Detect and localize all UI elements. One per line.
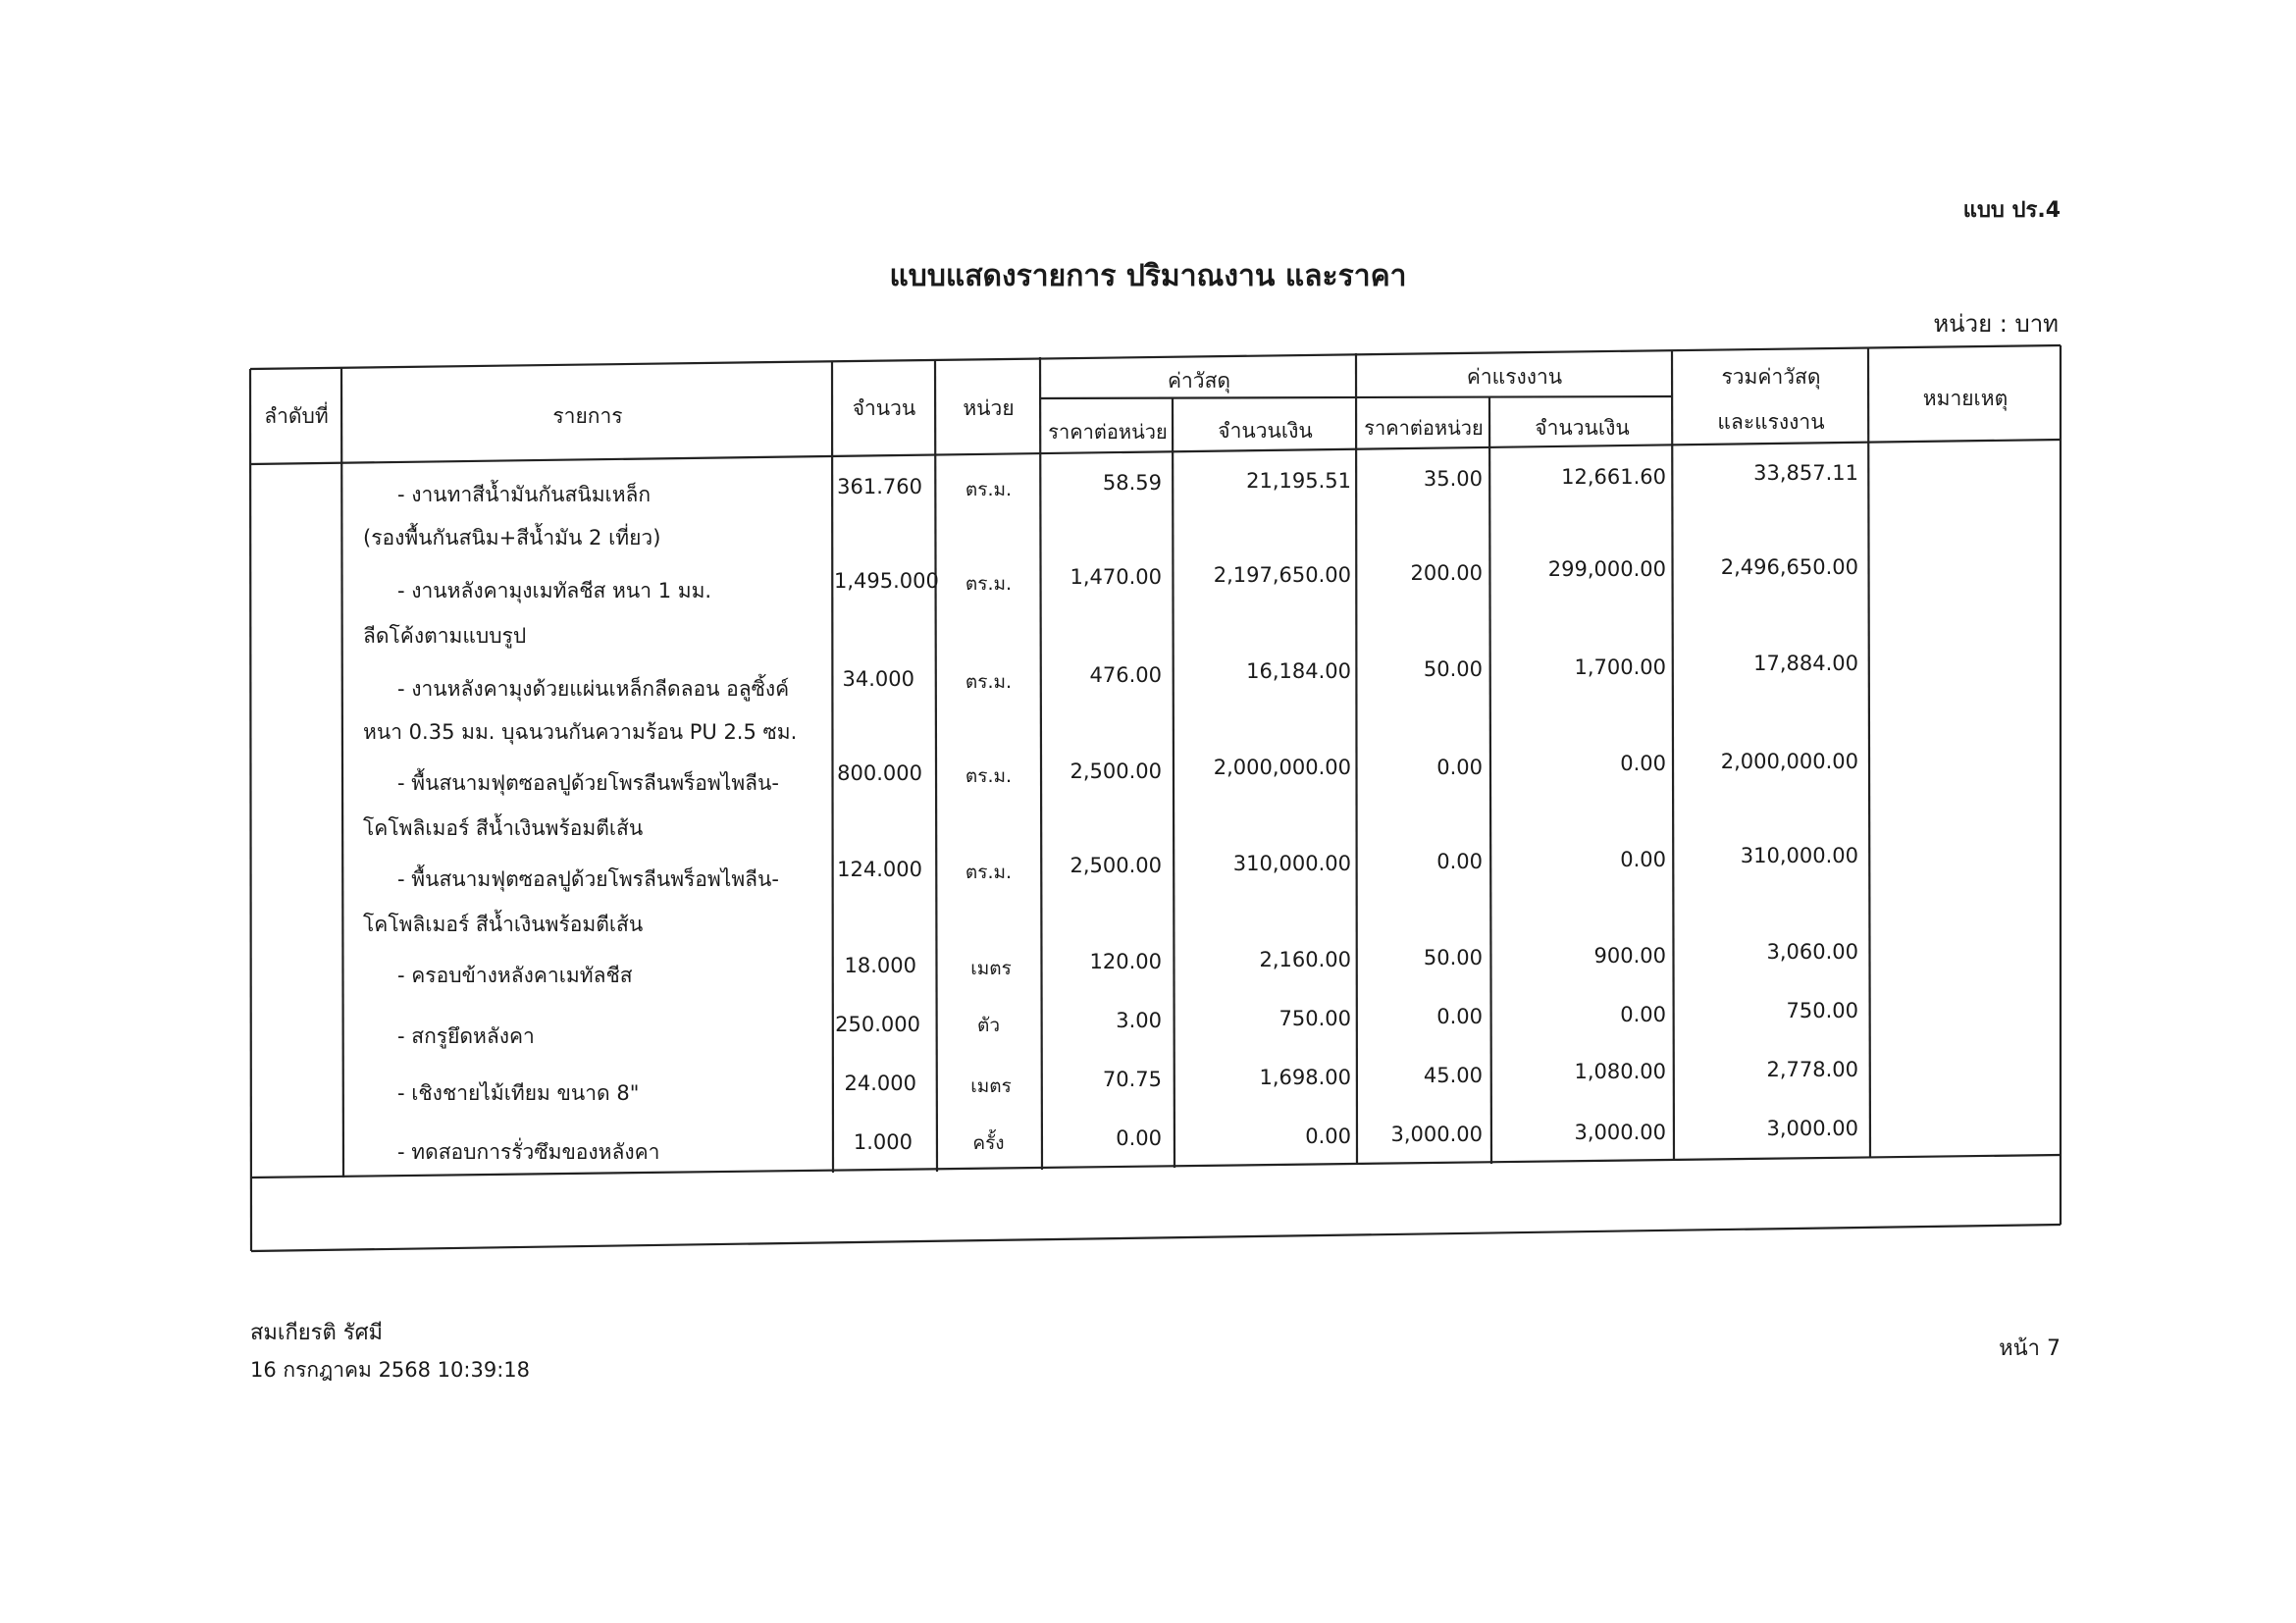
row-1-mat-amt: 21,195.51 [1246,469,1351,493]
row-7-lab-amt: 0.00 [1620,1003,1666,1026]
row-6-lab-amt: 900.00 [1593,944,1666,968]
row-5-lab-unit: 0.00 [1436,850,1483,873]
row-2-qty: 1,495.000 [834,569,939,593]
col-item-header: รายการ [552,404,623,428]
row-5-unit: ตร.ม. [965,862,1013,883]
row-3-mat-amt: 16,184.00 [1246,659,1351,683]
col-labor-unit-price-header: ราคาต่อหน่วย [1364,416,1484,440]
row-1-total: 33,857.11 [1753,461,1858,485]
row-2-desc-line2: ลีดโค้งตามแบบรูป [363,624,527,648]
row-1-desc-line1: - งานทาสีน้ำมันกันสนิมเหล็ก [397,483,652,506]
row-2-lab-unit: 200.00 [1410,561,1483,585]
row-4-desc-line2: โคโพลิเมอร์ สีน้ำเงินพร้อมตีเส้น [363,816,644,840]
row-8-qty: 24.000 [844,1072,916,1095]
row-4-total: 2,000,000.00 [1720,750,1858,773]
row-9-lab-unit: 3,000.00 [1390,1123,1483,1146]
col-total-header-line1: รวมค่าวัสดุ [1721,365,1821,389]
row-4-lab-amt: 0.00 [1620,752,1666,775]
footer-datetime: 16 กรกฎาคม 2568 10:39:18 [250,1358,530,1382]
table-top-border [250,345,2061,369]
row-6-mat-amt: 2,160.00 [1259,948,1351,971]
header-bottom-line [250,440,2061,464]
col-material-amount-header: จำนวนเงิน [1218,419,1313,443]
row-8-mat-amt: 1,698.00 [1259,1066,1351,1089]
col-qty-header: จำนวน [852,396,916,420]
row-9-total: 3,000.00 [1766,1117,1858,1140]
col-total-header-line2: และแรงงาน [1717,410,1825,434]
row-6-qty: 18.000 [844,954,916,977]
row-8-lab-unit: 45.00 [1423,1064,1483,1087]
row-9-desc-line1: - ทดสอบการรั่วซึมของหลังคา [397,1140,660,1164]
row-7-total: 750.00 [1786,999,1858,1022]
row-4-mat-unit: 2,500.00 [1070,759,1162,783]
col-unit-header: หน่วย [963,396,1015,420]
row-6-desc-line1: - ครอบข้างหลังคาเมทัลชีส [397,964,633,987]
row-4-desc-line1: - พื้นสนามฟุตซอลปูด้วยโพรลีนพร็อพไพลีน- [397,771,779,795]
col-seq-header: ลำดับที่ [264,404,329,428]
row-3-total: 17,884.00 [1753,652,1858,675]
row-5-lab-amt: 0.00 [1620,848,1666,871]
table-bottom-border [251,1225,2061,1251]
row-5-total: 310,000.00 [1740,844,1858,867]
row-2-unit: ตร.ม. [965,573,1013,595]
row-4-lab-unit: 0.00 [1436,756,1483,779]
footer-name: สมเกียรติ รัศมี [250,1321,384,1345]
row-1-unit: ตร.ม. [965,479,1013,500]
row-9-mat-unit: 0.00 [1116,1126,1162,1150]
row-7-mat-amt: 750.00 [1278,1007,1351,1030]
row-8-total: 2,778.00 [1766,1058,1858,1081]
row-1-mat-unit: 58.59 [1102,471,1162,495]
row-1-qty: 361.760 [837,475,922,498]
row-4-qty: 800.000 [837,761,922,785]
row-6-unit: เมตร [970,958,1012,979]
row-6-lab-unit: 50.00 [1423,946,1483,969]
row-6-mat-unit: 120.00 [1089,950,1162,973]
row-8-lab-amt: 1,080.00 [1574,1060,1666,1083]
row-1-lab-amt: 12,661.60 [1561,465,1666,489]
row-2-mat-amt: 2,197,650.00 [1213,563,1351,587]
row-5-qty: 124.000 [837,858,922,881]
row-2-mat-unit: 1,470.00 [1070,565,1162,589]
row-9-mat-amt: 0.00 [1305,1125,1351,1148]
row-1-lab-unit: 35.00 [1423,467,1483,491]
body-bottom-line [251,1155,2061,1178]
document-title: แบบแสดงรายการ ปริมาณงาน และราคา [889,259,1407,293]
col-material-header: ค่าวัสดุ [1167,369,1231,393]
row-2-total: 2,496,650.00 [1720,555,1858,579]
row-7-lab-unit: 0.00 [1436,1005,1483,1028]
row-3-qty: 34.000 [842,667,914,691]
col-material-unit-price-header: ราคาต่อหน่วย [1048,420,1168,444]
row-3-desc-line1: - งานหลังคามุงด้วยแผ่นเหล็กลีดลอน อลูซิ้งค์ [397,677,790,701]
row-8-mat-unit: 70.75 [1102,1068,1162,1091]
row-3-mat-unit: 476.00 [1089,663,1162,687]
row-5-desc-line1: - พื้นสนามฟุตซอลปูด้วยโพรลีนพร็อพไพลีน- [397,867,779,891]
table-left-border [250,369,251,1251]
row-3-desc-line2: หนา 0.35 มม. บุฉนวนกันความร้อน PU 2.5 ซม. [363,720,798,744]
row-4-unit: ตร.ม. [965,765,1013,787]
page-number: หน้า 7 [1999,1336,2061,1361]
unit-note: หน่วย : บาท [1933,310,2059,338]
row-9-unit: ครั้ง [972,1132,1005,1154]
row-8-unit: เมตร [970,1075,1012,1097]
col-labor-header: ค่าแรงงาน [1466,365,1563,389]
row-3-unit: ตร.ม. [965,671,1013,693]
row-7-qty: 250.000 [835,1013,920,1036]
row-9-qty: 1.000 [853,1130,913,1154]
row-9-lab-amt: 3,000.00 [1574,1121,1666,1144]
row-8-desc-line1: - เชิงชายไม้เทียม ขนาด 8" [397,1081,640,1105]
row-1-desc-line2: (รองพื้นกันสนิม+สีน้ำมัน 2 เที่ยว) [363,526,661,550]
form-code: แบบ ปร.4 [1962,198,2061,223]
row-4-mat-amt: 2,000,000.00 [1213,756,1351,779]
col-remark-header: หมายเหตุ [1922,387,2009,410]
row-7-desc-line1: - สกรูยึดหลังคา [397,1024,535,1048]
row-7-mat-unit: 3.00 [1116,1009,1162,1032]
row-3-lab-amt: 1,700.00 [1574,655,1666,679]
row-6-total: 3,060.00 [1766,940,1858,964]
row-5-desc-line2: โคโพลิเมอร์ สีน้ำเงินพร้อมตีเส้น [363,913,644,936]
col-labor-amount-header: จำนวนเงิน [1535,416,1630,440]
row-7-unit: ตัว [976,1015,1000,1036]
row-3-lab-unit: 50.00 [1423,657,1483,681]
row-2-desc-line1: - งานหลังคามุงเมทัลชีส หนา 1 มม. [397,579,712,602]
row-2-lab-amt: 299,000.00 [1547,557,1666,581]
row-5-mat-unit: 2,500.00 [1070,854,1162,877]
row-5-mat-amt: 310,000.00 [1232,852,1351,875]
